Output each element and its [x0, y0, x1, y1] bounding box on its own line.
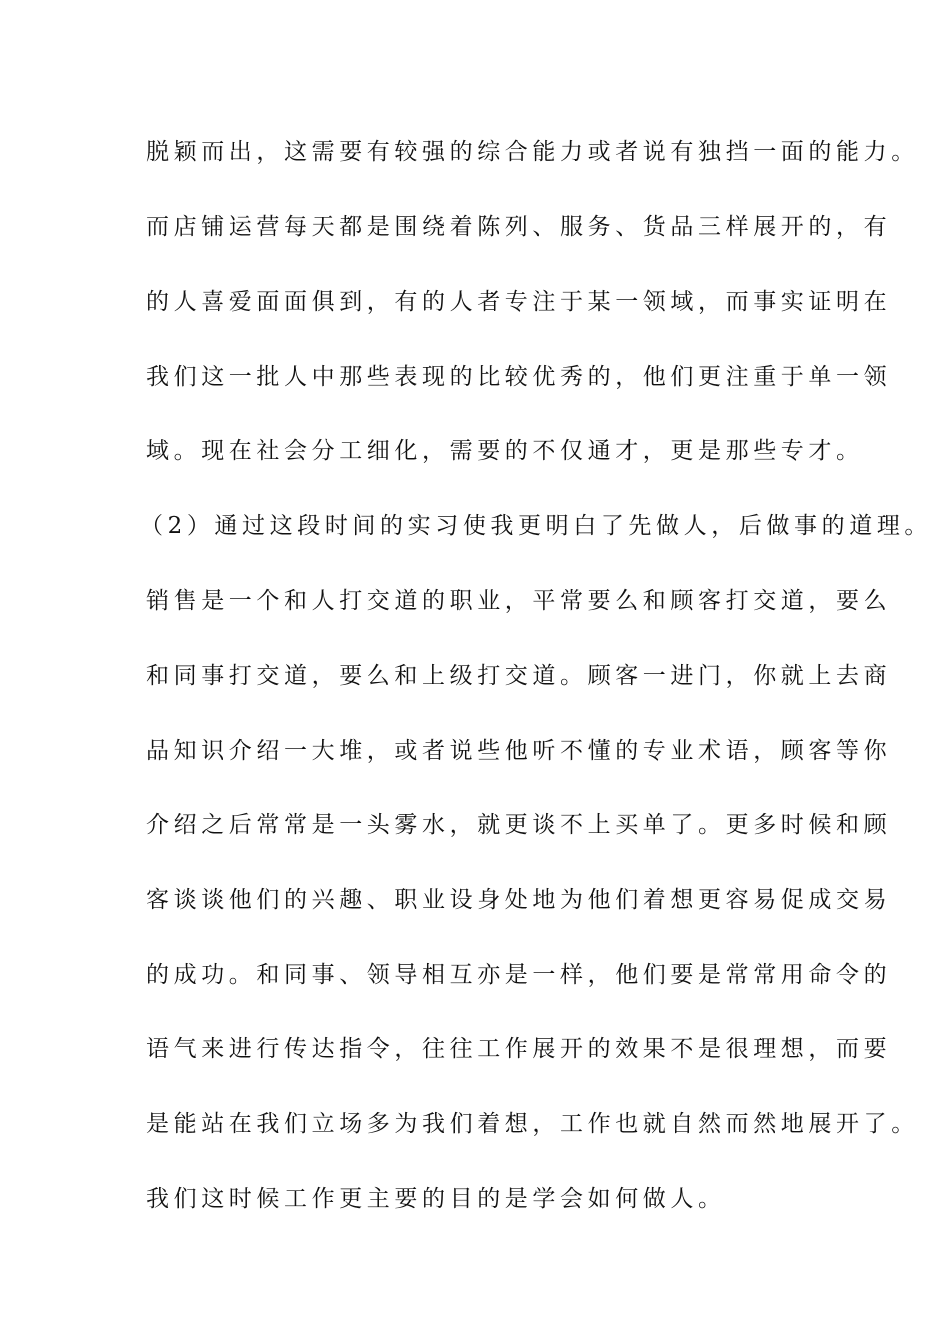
text-line: 是能站在我们立场多为我们着想，工作也就自然而然地展开了。 [146, 1111, 919, 1137]
text-line: 而店铺运营每天都是围绕着陈列、服务、货品三样展开的，有 [146, 214, 892, 240]
text-line: 客谈谈他们的兴趣、职业设身处地为他们着想更容易促成交易 [146, 887, 892, 913]
text-line: 域。现在社会分工细化，需要的不仅通才，更是那些专才。 [146, 438, 864, 464]
text-line: 介绍之后常常是一头雾水，就更谈不上买单了。更多时候和顾 [146, 812, 892, 838]
text-line: 脱颖而出，这需要有较强的综合能力或者说有独挡一面的能力。 [146, 139, 919, 165]
text-line: （2）通过这段时间的实习使我更明白了先做人，后做事的道理。 [140, 513, 933, 539]
text-line: 的人喜爱面面俱到，有的人者专注于某一领域，而事实证明在 [146, 289, 892, 315]
text-line: 我们这时候工作更主要的目的是学会如何做人。 [146, 1186, 726, 1212]
text-line: 语气来进行传达指令，往往工作展开的效果不是很理想，而要 [146, 1036, 892, 1062]
text-line: 的成功。和同事、领导相互亦是一样，他们要是常常用命令的 [146, 962, 892, 988]
text-line: 和同事打交道，要么和上级打交道。顾客一进门，你就上去商 [146, 663, 892, 689]
text-line: 我们这一批人中那些表现的比较优秀的，他们更注重于单一领 [146, 364, 892, 390]
text-line: 品知识介绍一大堆，或者说些他听不懂的专业术语，顾客等你 [146, 738, 892, 764]
text-line: 销售是一个和人打交道的职业，平常要么和顾客打交道，要么 [146, 588, 892, 614]
